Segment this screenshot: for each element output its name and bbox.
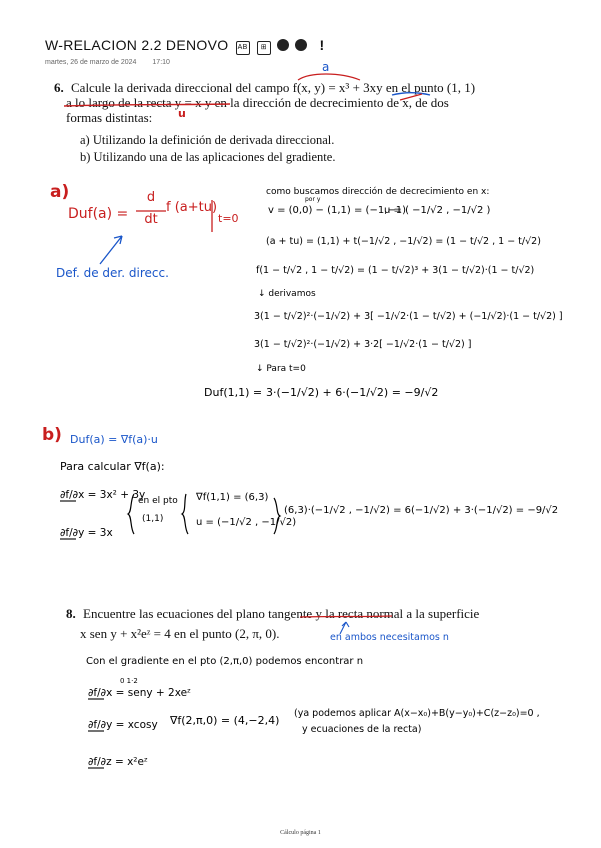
a-plus-tu: (a + tu) = (1,1) + t(−1/√2 , −1/√2) = (1 − t/√2 , 1 − t/√2) [266,236,541,247]
ink-annotation: a [322,60,330,74]
red-arc [298,74,360,80]
part-b-result: (6,3)·(−1/√2 , −1/√2) = 6(−1/√2) + 3·(−1/√2) = −9/√2 [284,505,559,516]
problem-number: 8. [66,606,76,621]
definition-frac-bottom: dt [144,212,158,227]
ink-annotation: u [178,107,186,120]
red-underline [64,104,230,106]
f-evaluated: f(1 − t/√2 , 1 − t/√2) = (1 − t/√2)³ + 3(1 − t/√2)·(1 − t/√2) [256,265,535,276]
problem-line: formas distintas: [66,110,153,125]
problem-item-b: b) Utilizando una de las aplicaciones del gradiente. [80,150,336,164]
problem-line: x sen y + x²eᶻ = 4 en el punto (2, π, 0). [80,626,280,641]
exclamation-mark: ! [319,37,325,53]
definition-annotation: Def. de der. direcc. [56,266,169,280]
grid-icon: ⊞ [257,41,271,55]
note-line: como buscamos dirección de decrecimiento en x: [266,187,490,197]
comment-line: y ecuaciones de la recta) [302,724,422,735]
problem-line: a lo largo de la recta y = x y en la dirección de decrecimiento de x, de dos [66,95,449,110]
brace [128,494,134,534]
partial-x: ∂f/∂x = 3x² + 3y [60,489,146,501]
derivative-line: 3(1 − t/√2)²·(−1/√2) + 3·2[ −1/√2·(1 − t/√2) ] [254,339,472,350]
problem-line: Encuentre las ecuaciones del plano tangente y la recta normal a la superficie [83,606,480,621]
red-arrow [400,94,422,100]
comment-line: (ya podemos aplicar A(x−x₀)+B(y−y₀)+C(z−z₀)=0 , [294,708,540,719]
point-value: (1,1) [142,514,164,524]
definition-rhs: f (a+tu) [166,200,218,215]
brace [182,494,188,534]
part-a-label: a) [50,182,70,202]
part-b-label: b) [42,425,62,445]
part-b-formula: Duf(a) = ∇f(a)·u [70,433,158,446]
vector-u: u = (−1/√2 , −1/√2) [196,517,297,528]
vector-v: v = (0,0) − (1,1) = (−1,−1) [268,205,407,216]
step-label: ↓ derivamos [258,289,316,299]
partial-y: ∂f/∂y = xcosy [88,719,158,731]
step-label: Para calcular ∇f(a): [60,460,165,473]
partial-z: ∂f/∂z = x²eᶻ [88,756,148,768]
ab-icon: AB [236,41,250,55]
page-title-text: W-RELACION 2.2 DENOVO [45,37,229,53]
step-label: ↓ Para t=0 [256,364,306,374]
vector-u: u = ( −1/√2 , −1/√2 ) [384,205,491,216]
blue-underline [392,93,430,95]
problem-number: 6. [54,80,64,95]
definition-lhs: Duf(a) = [68,206,129,222]
problem-item-a: a) Utilizando la definición de derivada direccional. [80,133,335,147]
definition-eval: t=0 [218,212,239,225]
brace [274,498,280,534]
gradient-value: ∇f(1,1) = (6,3) [196,492,269,503]
gradient-value: ∇f(2,π,0) = (4,−2,4) [170,714,280,727]
result-lhs: Duf(1,1) = [204,386,263,399]
blue-arrow [100,236,122,264]
partial-x: ∂f/∂x = seny + 2xeᶻ [88,687,191,699]
date-text: martes, 26 de marzo de 2024 [45,59,137,66]
problem-line: Calcule la derivada direccional del campo f(x, y) = x³ + 3xy en el punto (1, 1) [71,80,476,95]
time-text: 17:10 [152,59,170,66]
partial-y: ∂f/∂y = 3x [60,527,113,539]
blue-arrow [340,622,349,634]
problem-8-intro: Con el gradiente en el pto (2,π,0) podemos encontrar n [86,656,364,667]
note-line: por y [305,196,321,203]
evaluation-marks: 0 1·2 [120,677,138,685]
point-label: en el pto [138,496,178,506]
result-rhs: 3·(−1/√2) + 6·(−1/√2) = −9/√2 [266,386,439,399]
page-footer: Cálculo página 1 [280,830,321,836]
ink-annotation: en ambos necesitamos n [330,632,449,643]
derivative-line: 3(1 − t/√2)²·(−1/√2) + 3[ −1/√2·(1 − t/√2) + (−1/√2)·(1 − t/√2) ] [254,311,563,322]
definition-frac-top: d [146,190,156,205]
red-underline [300,616,392,617]
